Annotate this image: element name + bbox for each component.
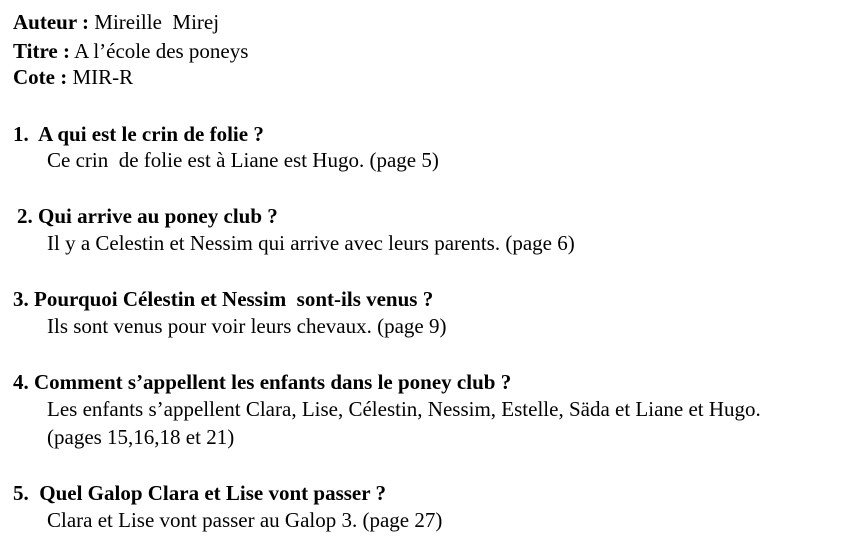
title-label: Titre : [13, 39, 70, 63]
question-text: A qui est le crin de folie ? [38, 122, 264, 146]
author-label: Auteur : [13, 10, 90, 34]
author-value: Mireille Mirej [94, 10, 220, 34]
question-3 [13, 286, 433, 312]
question-text: Pourquoi Célestin et Nessim sont-ils venus ? [34, 287, 434, 311]
answer-4-line-1: Les enfants s’appellent Clara, Lise, Célestin, Nessim, Estelle, Säda et Liane et Hugo. [47, 397, 761, 421]
question-4 [13, 369, 511, 395]
cote-value: MIR-R [72, 65, 134, 89]
question-number: 4. [13, 370, 29, 394]
question-text: Quel Galop Clara et Lise vont passer ? [39, 481, 386, 505]
question-number: 1. [13, 122, 29, 146]
question-number: 2. [17, 204, 33, 228]
question-number: 3. [13, 287, 29, 311]
cote-label: Cote : [13, 65, 68, 89]
question-text: Comment s’appellent les enfants dans le poney club ? [34, 370, 512, 394]
question-number: 5. [13, 481, 29, 505]
question-1 [13, 121, 264, 147]
title-line [13, 38, 248, 64]
answer-4-line-2: (pages 15,16,18 et 21) [47, 425, 235, 449]
title-value: A l’école des poneys [74, 39, 249, 63]
answer-1-line-1: Ce crin de folie est à Liane est Hugo. (page 5) [47, 148, 439, 172]
answer-2-line-1: Il y a Celestin et Nessim qui arrive avec leurs parents. (page 6) [47, 231, 575, 255]
question-5 [13, 480, 386, 506]
answer-5-line-1: Clara et Lise vont passer au Galop 3. (page 27) [47, 508, 443, 532]
author-line [13, 9, 219, 35]
question-2 [17, 203, 278, 229]
cote-line [13, 64, 133, 90]
question-text: Qui arrive au poney club ? [38, 204, 278, 228]
answer-3-line-1: Ils sont venus pour voir leurs chevaux. (page 9) [47, 314, 447, 338]
